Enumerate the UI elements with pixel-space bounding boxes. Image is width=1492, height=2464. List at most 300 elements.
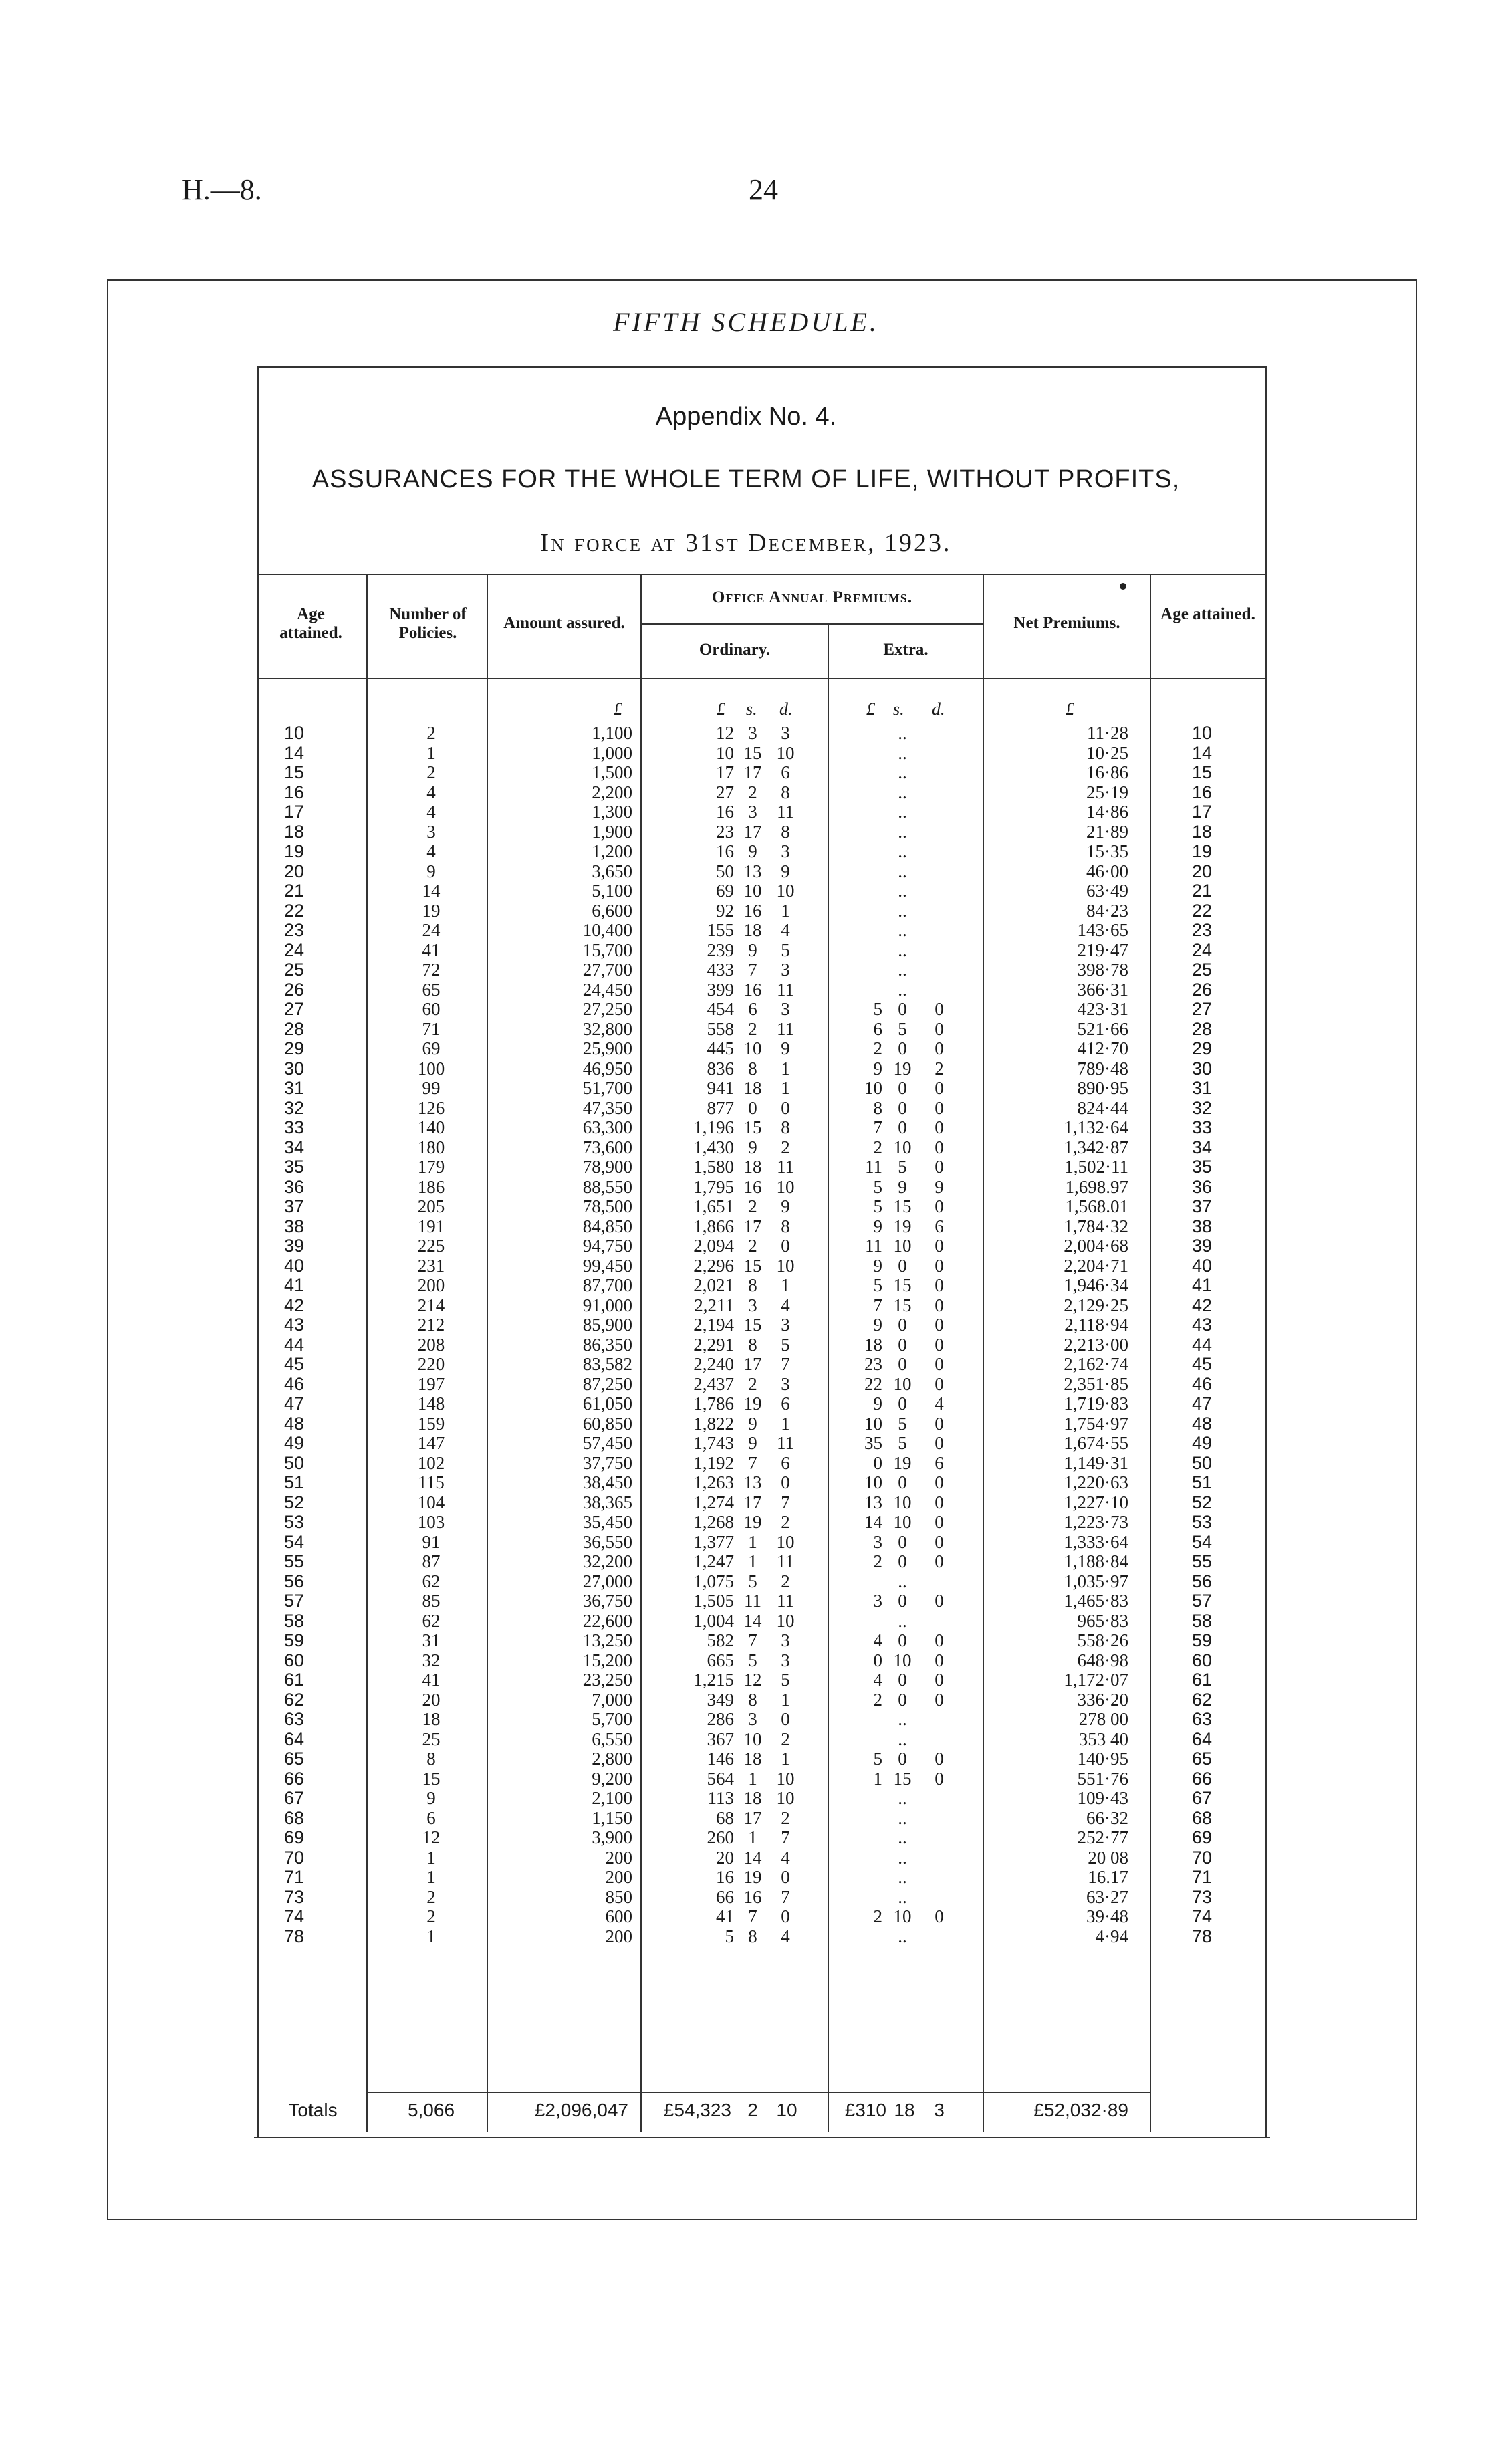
age-attained-right-cell: 58 xyxy=(1191,1610,1213,1631)
net-premium-cell: 46·00 xyxy=(1086,861,1128,881)
extra-pence-cell: 0 xyxy=(935,1078,944,1098)
ordinary-pounds-cell: 260 xyxy=(707,1827,734,1847)
number-of-policies-cell: 8 xyxy=(426,1749,436,1769)
ordinary-shillings-cell: 18 xyxy=(743,1078,762,1098)
net-premium-cell: 789·48 xyxy=(1077,1058,1128,1079)
ordinary-pence-cell: 10 xyxy=(776,1610,795,1631)
ordinary-pence-cell: 8 xyxy=(781,1216,790,1236)
ordinary-pounds-cell: 16 xyxy=(716,1867,734,1887)
extra-pounds-cell: .. xyxy=(898,1807,907,1828)
number-of-policies-cell: 71 xyxy=(422,1018,441,1039)
header-extra: Extra. xyxy=(883,641,928,659)
unit-extra-pence: d. xyxy=(932,699,945,719)
amount-assured-cell: 36,550 xyxy=(582,1531,632,1552)
age-attained-right-cell: 64 xyxy=(1191,1728,1213,1749)
ordinary-shillings-cell: 8 xyxy=(748,1275,757,1295)
ordinary-pounds-cell: 2,240 xyxy=(693,1354,734,1374)
age-attained-cell: 61 xyxy=(283,1670,305,1690)
ordinary-pounds-cell: 836 xyxy=(707,1058,734,1079)
amount-assured-cell: 51,700 xyxy=(582,1078,632,1098)
amount-assured-cell: 5,100 xyxy=(592,881,632,901)
table-row xyxy=(0,1611,1492,1632)
amount-assured-cell: 47,350 xyxy=(582,1097,632,1118)
extra-pounds-cell: 2 xyxy=(873,1038,882,1058)
extra-pence-cell: 0 xyxy=(935,1630,944,1650)
extra-pounds-cell: 7 xyxy=(873,1295,882,1315)
age-attained-right-cell: 62 xyxy=(1191,1689,1213,1710)
extra-pounds-cell: .. xyxy=(898,861,907,881)
ordinary-shillings-cell: 15 xyxy=(743,742,762,763)
table-row xyxy=(0,1276,1492,1296)
net-premium-cell: 412·70 xyxy=(1077,1038,1128,1058)
age-attained-right-cell: 63 xyxy=(1191,1709,1213,1729)
table-row xyxy=(0,980,1492,1000)
extra-shillings-cell: 0 xyxy=(898,1630,907,1650)
ordinary-shillings-cell: 18 xyxy=(743,1749,762,1769)
ordinary-shillings-cell: 18 xyxy=(743,1157,762,1177)
ordinary-shillings-cell: 19 xyxy=(743,1512,762,1532)
ordinary-pence-cell: 6 xyxy=(781,1393,790,1414)
extra-pounds-cell: 11 xyxy=(865,1236,882,1256)
extra-shillings-cell: 15 xyxy=(893,1196,912,1216)
table-row xyxy=(0,802,1492,822)
number-of-policies-cell: 208 xyxy=(417,1334,445,1355)
table-row xyxy=(0,941,1492,961)
net-premium-cell: 2,213·00 xyxy=(1064,1334,1128,1355)
age-attained-cell: 17 xyxy=(283,802,305,822)
age-attained-cell: 63 xyxy=(283,1709,305,1729)
ordinary-pence-cell: 9 xyxy=(781,861,790,881)
age-attained-right-cell: 24 xyxy=(1191,939,1213,960)
age-attained-cell: 28 xyxy=(283,1018,305,1039)
ordinary-pence-cell: 8 xyxy=(781,1117,790,1137)
age-attained-cell: 52 xyxy=(283,1492,305,1513)
amount-assured-cell: 25,900 xyxy=(582,1038,632,1058)
ordinary-shillings-cell: 3 xyxy=(748,802,757,822)
net-premium-cell: 14·86 xyxy=(1086,802,1128,822)
amount-assured-cell: 1,900 xyxy=(592,821,632,842)
extra-shillings-cell: 10 xyxy=(893,1137,912,1157)
ordinary-shillings-cell: 8 xyxy=(748,1058,757,1079)
premiums-subheader-rule xyxy=(642,623,983,625)
extra-pence-cell: 0 xyxy=(935,1492,944,1513)
net-premium-cell: 66·32 xyxy=(1086,1807,1128,1828)
net-premium-cell: 1,698.97 xyxy=(1065,1176,1128,1197)
extra-pence-cell: 0 xyxy=(935,1591,944,1611)
ordinary-shillings-cell: 1 xyxy=(748,1531,757,1552)
extra-pounds-cell: .. xyxy=(898,1728,907,1749)
amount-assured-cell: 85,900 xyxy=(582,1315,632,1335)
table-row xyxy=(0,763,1492,783)
table-subtitle: In force at 31st December, 1923. xyxy=(540,529,952,557)
extra-pounds-cell: .. xyxy=(898,1867,907,1887)
age-attained-cell: 29 xyxy=(283,1038,305,1058)
number-of-policies-cell: 4 xyxy=(426,841,436,861)
age-attained-cell: 74 xyxy=(283,1906,305,1926)
age-attained-cell: 56 xyxy=(283,1571,305,1591)
age-attained-cell: 54 xyxy=(283,1531,305,1552)
extra-shillings-cell: 19 xyxy=(893,1058,912,1079)
ordinary-pounds-cell: 16 xyxy=(716,802,734,822)
extra-pence-cell: 0 xyxy=(935,1117,944,1137)
amount-assured-cell: 73,600 xyxy=(582,1137,632,1157)
amount-assured-cell: 1,200 xyxy=(592,841,632,861)
extra-pounds-cell: 1 xyxy=(873,1768,882,1789)
ordinary-shillings-cell: 15 xyxy=(743,1255,762,1276)
age-attained-right-cell: 33 xyxy=(1191,1117,1213,1137)
age-attained-cell: 32 xyxy=(283,1097,305,1118)
ordinary-pounds-cell: 23 xyxy=(716,821,734,842)
ordinary-pounds-cell: 367 xyxy=(707,1728,734,1749)
age-attained-right-cell: 50 xyxy=(1191,1452,1213,1473)
net-premium-cell: 648·98 xyxy=(1077,1650,1128,1670)
ordinary-pence-cell: 2 xyxy=(781,1571,790,1591)
table-row xyxy=(0,1099,1492,1119)
number-of-policies-cell: 180 xyxy=(417,1137,445,1157)
appendix-title: Appendix No. 4. xyxy=(655,403,837,431)
extra-pounds-cell: .. xyxy=(898,900,907,921)
table-row xyxy=(0,1670,1492,1690)
extra-pence-cell: 0 xyxy=(935,1334,944,1355)
extra-shillings-cell: 0 xyxy=(898,1334,907,1355)
table-row xyxy=(0,1572,1492,1592)
number-of-policies-cell: 147 xyxy=(417,1433,445,1453)
number-of-policies-cell: 31 xyxy=(422,1630,441,1650)
net-premium-cell: 398·78 xyxy=(1077,960,1128,980)
ordinary-pounds-cell: 349 xyxy=(707,1689,734,1710)
ordinary-pence-cell: 3 xyxy=(781,960,790,980)
net-premium-cell: 25·19 xyxy=(1086,782,1128,802)
amount-assured-cell: 200 xyxy=(605,1867,632,1887)
amount-assured-cell: 61,050 xyxy=(582,1393,632,1414)
table-body xyxy=(0,723,1492,1946)
net-premium-cell: 16·86 xyxy=(1086,762,1128,782)
age-attained-cell: 10 xyxy=(283,723,305,743)
ordinary-shillings-cell: 16 xyxy=(743,900,762,921)
extra-pounds-cell: 0 xyxy=(873,1452,882,1473)
ordinary-pence-cell: 3 xyxy=(781,1650,790,1670)
totals-ordinary-shillings: 2 xyxy=(747,2100,758,2120)
age-attained-right-cell: 36 xyxy=(1191,1176,1213,1197)
net-premium-cell: 1,035·97 xyxy=(1064,1571,1128,1591)
table-row xyxy=(0,1868,1492,1888)
amount-assured-cell: 27,700 xyxy=(582,960,632,980)
extra-pence-cell: 0 xyxy=(935,1236,944,1256)
extra-pounds-cell: .. xyxy=(898,1571,907,1591)
amount-assured-cell: 27,000 xyxy=(582,1571,632,1591)
extra-pence-cell: 0 xyxy=(935,1551,944,1571)
number-of-policies-cell: 126 xyxy=(417,1097,445,1118)
ordinary-pounds-cell: 1,377 xyxy=(693,1531,734,1552)
ordinary-pence-cell: 1 xyxy=(781,1749,790,1769)
number-of-policies-cell: 186 xyxy=(417,1176,445,1197)
ordinary-pounds-cell: 1,795 xyxy=(693,1176,734,1197)
ordinary-pounds-cell: 665 xyxy=(707,1650,734,1670)
ordinary-shillings-cell: 3 xyxy=(748,1295,757,1315)
extra-pence-cell: 0 xyxy=(935,1097,944,1118)
ordinary-shillings-cell: 18 xyxy=(743,920,762,940)
extra-pounds-cell: .. xyxy=(898,1709,907,1729)
amount-assured-cell: 2,200 xyxy=(592,782,632,802)
ordinary-shillings-cell: 10 xyxy=(743,1038,762,1058)
table-row xyxy=(0,1375,1492,1395)
ordinary-shillings-cell: 7 xyxy=(748,1452,757,1473)
age-attained-cell: 62 xyxy=(283,1689,305,1710)
age-attained-cell: 44 xyxy=(283,1334,305,1355)
amount-assured-cell: 46,950 xyxy=(582,1058,632,1079)
extra-pounds-cell: 2 xyxy=(873,1689,882,1710)
ordinary-shillings-cell: 13 xyxy=(743,1472,762,1492)
amount-assured-cell: 60,850 xyxy=(582,1413,632,1434)
extra-pence-cell: 0 xyxy=(935,1531,944,1552)
net-premium-cell: 558·26 xyxy=(1077,1630,1128,1650)
net-premium-cell: 1,674·55 xyxy=(1064,1433,1128,1453)
ordinary-shillings-cell: 8 xyxy=(748,1689,757,1710)
extra-pounds-cell: .. xyxy=(898,960,907,980)
header-amount-assured: Amount assured. xyxy=(503,614,625,632)
extra-pence-cell: 2 xyxy=(935,1058,944,1079)
extra-shillings-cell: 0 xyxy=(898,1078,907,1098)
age-attained-right-cell: 18 xyxy=(1191,821,1213,842)
ordinary-shillings-cell: 10 xyxy=(743,1728,762,1749)
age-attained-cell: 59 xyxy=(283,1630,305,1650)
ordinary-pounds-cell: 286 xyxy=(707,1709,734,1729)
amount-assured-cell: 35,450 xyxy=(582,1512,632,1532)
age-attained-cell: 68 xyxy=(283,1807,305,1828)
number-of-policies-cell: 41 xyxy=(422,1670,441,1690)
extra-pence-cell: 0 xyxy=(935,1255,944,1276)
net-premium-cell: 219·47 xyxy=(1077,939,1128,960)
ordinary-pounds-cell: 877 xyxy=(707,1097,734,1118)
age-attained-right-cell: 47 xyxy=(1191,1393,1213,1414)
ordinary-pounds-cell: 2,437 xyxy=(693,1373,734,1394)
ordinary-pounds-cell: 10 xyxy=(716,742,734,763)
table-row xyxy=(0,1591,1492,1611)
ordinary-pence-cell: 3 xyxy=(781,723,790,743)
extra-shillings-cell: 0 xyxy=(898,1670,907,1690)
number-of-policies-cell: 115 xyxy=(418,1472,445,1492)
ordinary-shillings-cell: 0 xyxy=(748,1097,757,1118)
unit-ordinary-pounds: £ xyxy=(717,699,725,719)
extra-pounds-cell: 35 xyxy=(864,1433,882,1453)
age-attained-right-cell: 21 xyxy=(1191,881,1213,901)
table-row xyxy=(0,1730,1492,1750)
number-of-policies-cell: 179 xyxy=(417,1157,445,1177)
net-premium-cell: 824·44 xyxy=(1077,1097,1128,1118)
number-of-policies-cell: 12 xyxy=(422,1827,441,1847)
amount-assured-cell: 94,750 xyxy=(582,1236,632,1256)
table-row xyxy=(0,1178,1492,1198)
amount-assured-cell: 7,000 xyxy=(592,1689,632,1710)
amount-assured-cell: 1,150 xyxy=(592,1807,632,1828)
extra-pence-cell: 0 xyxy=(935,1137,944,1157)
age-attained-cell: 47 xyxy=(283,1393,305,1414)
ordinary-shillings-cell: 16 xyxy=(743,1886,762,1907)
extra-pounds-cell: 5 xyxy=(873,1749,882,1769)
extra-pounds-cell: .. xyxy=(898,1926,907,1946)
ordinary-shillings-cell: 6 xyxy=(748,999,757,1019)
ordinary-shillings-cell: 2 xyxy=(748,1018,757,1039)
amount-assured-cell: 1,000 xyxy=(592,742,632,763)
number-of-policies-cell: 2 xyxy=(426,723,436,743)
extra-pounds-cell: 10 xyxy=(864,1472,882,1492)
net-premium-cell: 423·31 xyxy=(1077,999,1128,1019)
table-row xyxy=(0,1000,1492,1020)
extra-pence-cell: 0 xyxy=(935,1512,944,1532)
table-row xyxy=(0,1394,1492,1414)
extra-shillings-cell: 0 xyxy=(898,999,907,1019)
extra-shillings-cell: 10 xyxy=(893,1512,912,1532)
totals-extra-pounds: £310 xyxy=(844,2100,886,2120)
ordinary-shillings-cell: 1 xyxy=(748,1551,757,1571)
extra-pence-cell: 0 xyxy=(935,1472,944,1492)
ordinary-pounds-cell: 1,075 xyxy=(693,1571,734,1591)
extra-pounds-cell: .. xyxy=(898,742,907,763)
amount-assured-cell: 36,750 xyxy=(582,1591,632,1611)
extra-pounds-cell: .. xyxy=(898,939,907,960)
age-attained-right-cell: 67 xyxy=(1191,1788,1213,1808)
net-premium-cell: 1,227·10 xyxy=(1064,1492,1128,1513)
age-attained-right-cell: 17 xyxy=(1191,802,1213,822)
age-attained-right-cell: 23 xyxy=(1191,920,1213,940)
amount-assured-cell: 6,600 xyxy=(592,900,632,921)
number-of-policies-cell: 214 xyxy=(417,1295,445,1315)
age-attained-right-cell: 42 xyxy=(1191,1295,1213,1315)
net-premium-cell: 1,342·87 xyxy=(1064,1137,1128,1157)
extra-pence-cell: 0 xyxy=(935,1650,944,1670)
amount-assured-cell: 1,500 xyxy=(592,762,632,782)
table-header-bottom-rule xyxy=(257,678,1265,679)
number-of-policies-cell: 91 xyxy=(422,1531,441,1552)
ordinary-pounds-cell: 1,651 xyxy=(693,1196,734,1216)
frame-top-line xyxy=(107,279,1417,281)
table-row xyxy=(0,1888,1492,1908)
table-row xyxy=(0,1335,1492,1355)
extra-shillings-cell: 5 xyxy=(898,1433,907,1453)
ordinary-pence-cell: 2 xyxy=(781,1807,790,1828)
extra-shillings-cell: 5 xyxy=(898,1018,907,1039)
ordinary-shillings-cell: 1 xyxy=(748,1768,757,1789)
ordinary-pence-cell: 3 xyxy=(781,1315,790,1335)
age-attained-right-cell: 22 xyxy=(1191,900,1213,921)
ordinary-pence-cell: 4 xyxy=(781,1295,790,1315)
net-premium-cell: 1,220·63 xyxy=(1064,1472,1128,1492)
amount-assured-cell: 91,000 xyxy=(582,1295,632,1315)
ordinary-shillings-cell: 2 xyxy=(748,1236,757,1256)
ordinary-shillings-cell: 9 xyxy=(748,1433,757,1453)
amount-assured-cell: 38,365 xyxy=(582,1492,632,1513)
extra-pounds-cell: .. xyxy=(898,979,907,1000)
extra-pounds-cell: .. xyxy=(898,920,907,940)
ordinary-shillings-cell: 17 xyxy=(743,1807,762,1828)
unit-extra-shillings: s. xyxy=(893,699,904,719)
age-attained-cell: 37 xyxy=(283,1196,305,1216)
ordinary-shillings-cell: 9 xyxy=(748,1413,757,1434)
number-of-policies-cell: 2 xyxy=(426,762,436,782)
ordinary-pence-cell: 0 xyxy=(781,1709,790,1729)
table-row xyxy=(0,1710,1492,1730)
net-premium-cell: 2,118·94 xyxy=(1064,1315,1128,1335)
age-attained-right-cell: 52 xyxy=(1191,1492,1213,1513)
age-attained-right-cell: 49 xyxy=(1191,1433,1213,1453)
amount-assured-cell: 87,700 xyxy=(582,1275,632,1295)
extra-pounds-cell: .. xyxy=(898,762,907,782)
ordinary-pounds-cell: 1,822 xyxy=(693,1413,734,1434)
amount-assured-cell: 57,450 xyxy=(582,1433,632,1453)
net-premium-cell: 2,162·74 xyxy=(1064,1354,1128,1374)
extra-pounds-cell: 2 xyxy=(873,1551,882,1571)
net-premium-cell: 252·77 xyxy=(1077,1827,1128,1847)
ordinary-pounds-cell: 2,291 xyxy=(693,1334,734,1355)
ordinary-shillings-cell: 3 xyxy=(748,723,757,743)
age-attained-right-cell: 31 xyxy=(1191,1078,1213,1098)
table-row xyxy=(0,1434,1492,1454)
age-attained-right-cell: 37 xyxy=(1191,1196,1213,1216)
ordinary-shillings-cell: 17 xyxy=(743,1492,762,1513)
extra-pounds-cell: .. xyxy=(898,1827,907,1847)
number-of-policies-cell: 18 xyxy=(422,1709,441,1729)
ordinary-shillings-cell: 16 xyxy=(743,1176,762,1197)
age-attained-right-cell: 27 xyxy=(1191,999,1213,1019)
page-number: 24 xyxy=(749,173,778,206)
age-attained-right-cell: 40 xyxy=(1191,1255,1213,1276)
amount-assured-cell: 88,550 xyxy=(582,1176,632,1197)
extra-shillings-cell: 0 xyxy=(898,1117,907,1137)
ordinary-pounds-cell: 2,094 xyxy=(693,1236,734,1256)
number-of-policies-cell: 15 xyxy=(422,1768,441,1789)
table-row xyxy=(0,901,1492,921)
age-attained-right-cell: 70 xyxy=(1191,1847,1213,1868)
age-attained-cell: 34 xyxy=(283,1137,305,1157)
table-row xyxy=(0,1651,1492,1671)
age-attained-cell: 41 xyxy=(283,1275,305,1295)
net-premium-cell: 1,333·64 xyxy=(1064,1531,1128,1552)
ordinary-shillings-cell: 2 xyxy=(748,782,757,802)
extra-pounds-cell: .. xyxy=(898,723,907,743)
net-premium-cell: 10·25 xyxy=(1086,742,1128,763)
ordinary-shillings-cell: 2 xyxy=(748,1196,757,1216)
age-attained-cell: 78 xyxy=(283,1926,305,1946)
extra-shillings-cell: 10 xyxy=(893,1492,912,1513)
ordinary-pence-cell: 5 xyxy=(781,1670,790,1690)
age-attained-right-cell: 78 xyxy=(1191,1926,1213,1946)
ordinary-shillings-cell: 17 xyxy=(743,762,762,782)
amount-assured-cell: 200 xyxy=(605,1926,632,1946)
extra-shillings-cell: 5 xyxy=(898,1413,907,1434)
table-row xyxy=(0,1157,1492,1178)
net-premium-cell: 109·43 xyxy=(1077,1788,1128,1808)
number-of-policies-cell: 14 xyxy=(422,881,441,901)
ordinary-pounds-cell: 1,215 xyxy=(693,1670,734,1690)
extra-pence-cell: 0 xyxy=(935,1196,944,1216)
age-attained-cell: 45 xyxy=(283,1354,305,1374)
extra-pounds-cell: 18 xyxy=(864,1334,882,1355)
ordinary-pounds-cell: 1,192 xyxy=(693,1452,734,1473)
table-row xyxy=(0,1552,1492,1572)
extra-pounds-cell: 0 xyxy=(873,1650,882,1670)
ordinary-pence-cell: 10 xyxy=(776,1531,795,1552)
extra-pence-cell: 0 xyxy=(935,1689,944,1710)
age-attained-cell: 24 xyxy=(283,939,305,960)
table-row xyxy=(0,1296,1492,1316)
ordinary-pence-cell: 1 xyxy=(781,1689,790,1710)
ordinary-pence-cell: 7 xyxy=(781,1354,790,1374)
totals-ordinary-pounds: £54,323 xyxy=(663,2100,731,2120)
amount-assured-cell: 78,500 xyxy=(582,1196,632,1216)
unit-ordinary-shillings: s. xyxy=(746,699,757,719)
amount-assured-cell: 600 xyxy=(605,1906,632,1926)
table-row xyxy=(0,1236,1492,1256)
